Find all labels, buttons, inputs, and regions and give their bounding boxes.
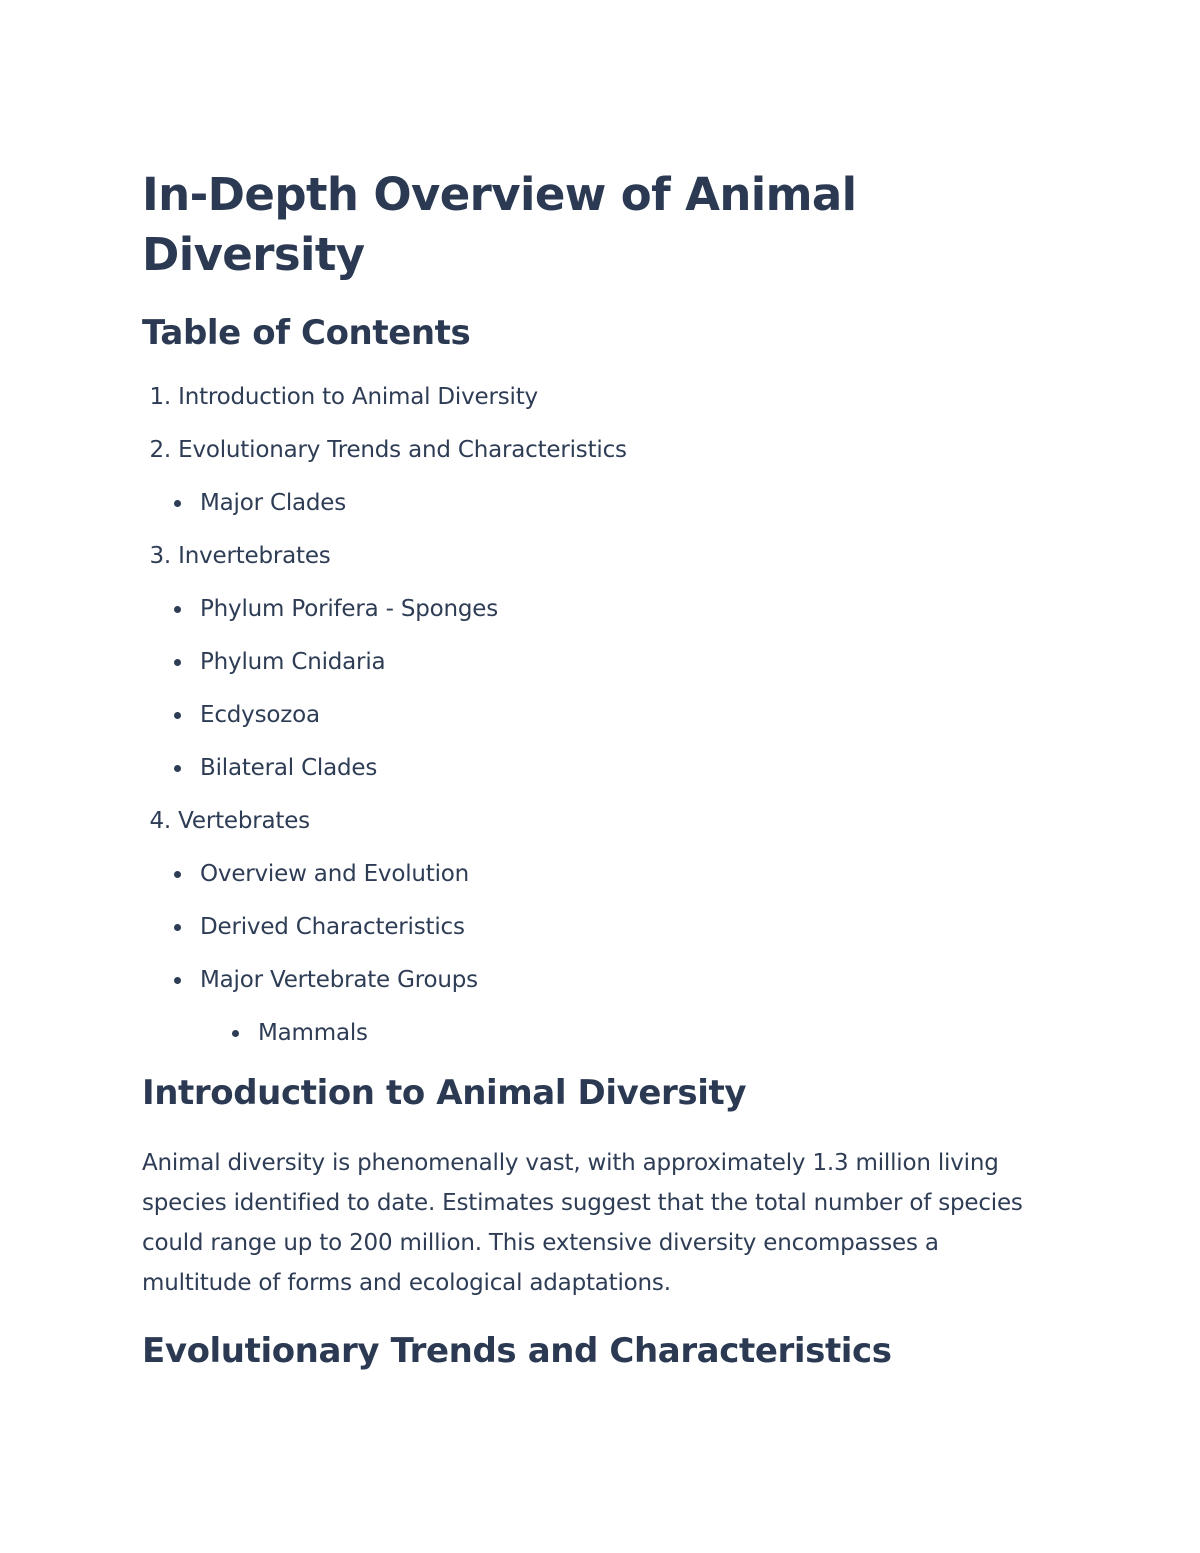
toc-label: Evolutionary Trends and Characteristics — [178, 437, 627, 463]
bullet-icon — [174, 977, 181, 984]
toc-sublabel: Phylum Cnidaria — [200, 649, 386, 675]
toc-sublabel: Major Vertebrate Groups — [200, 967, 478, 993]
bullet-icon — [174, 765, 181, 772]
toc-sublabel: Ecdysozoa — [200, 702, 320, 728]
toc-label: Vertebrates — [178, 808, 310, 834]
toc-subitem-ecdysozoa[interactable] — [171, 700, 1062, 730]
toc-item-invertebrates[interactable] — [142, 541, 1062, 783]
toc-subitem-major-vertebrate-groups[interactable] — [171, 965, 1062, 1048]
toc-sublist — [142, 594, 1062, 783]
bullet-icon — [174, 659, 181, 666]
toc-number: 1. — [149, 384, 171, 410]
section-paragraph-introduction: Animal diversity is phenomenally vast, with approximately 1.3 million living species identified to date. Estimates suggest that the total number of species could range up to 200 million. This extensive diversity encompasses a multitude of forms and ecological adaptations. — [142, 1150, 1023, 1296]
table-of-contents — [142, 382, 1062, 1048]
toc-sublabel: Derived Characteristics — [200, 914, 465, 940]
toc-subsublist — [200, 1018, 1062, 1048]
bullet-icon — [174, 606, 181, 613]
document-title: In-Depth Overview of Animal Diversity — [142, 168, 857, 281]
toc-subitem-porifera[interactable] — [171, 594, 1062, 624]
toc-sublabel: Bilateral Clades — [200, 755, 378, 781]
toc-sublabel: Overview and Evolution — [200, 861, 470, 887]
toc-subitem-mammals[interactable] — [229, 1018, 1062, 1048]
toc-number: 4. — [149, 808, 171, 834]
section-heading-evolutionary-trends: Evolutionary Trends and Characteristics — [142, 1331, 892, 1371]
toc-subitem-derived-characteristics[interactable] — [171, 912, 1062, 942]
toc-label: Invertebrates — [178, 543, 331, 569]
toc-sublist — [142, 859, 1062, 1048]
section-heading-introduction: Introduction to Animal Diversity — [142, 1073, 747, 1113]
toc-heading: Table of Contents — [142, 313, 471, 353]
toc-label: Introduction to Animal Diversity — [178, 384, 538, 410]
document-page — [142, 165, 1062, 1373]
bullet-icon — [232, 1030, 239, 1037]
toc-item-vertebrates[interactable] — [142, 806, 1062, 1048]
bullet-icon — [174, 712, 181, 719]
toc-subitem-bilateral-clades[interactable] — [171, 753, 1062, 783]
toc-sublist — [142, 488, 1062, 518]
toc-item-introduction[interactable] — [142, 382, 1062, 412]
bullet-icon — [174, 500, 181, 507]
toc-sublabel: Phylum Porifera - Sponges — [200, 596, 499, 622]
toc-number: 2. — [149, 437, 171, 463]
toc-subitem-major-clades[interactable] — [171, 488, 1062, 518]
toc-sublabel: Major Clades — [200, 490, 347, 516]
toc-subitem-cnidaria[interactable] — [171, 647, 1062, 677]
toc-number: 3. — [149, 543, 171, 569]
toc-subitem-overview-evolution[interactable] — [171, 859, 1062, 889]
toc-item-evolutionary-trends[interactable] — [142, 435, 1062, 518]
bullet-icon — [174, 871, 181, 878]
bullet-icon — [174, 924, 181, 931]
toc-sublabel: Mammals — [258, 1020, 368, 1046]
